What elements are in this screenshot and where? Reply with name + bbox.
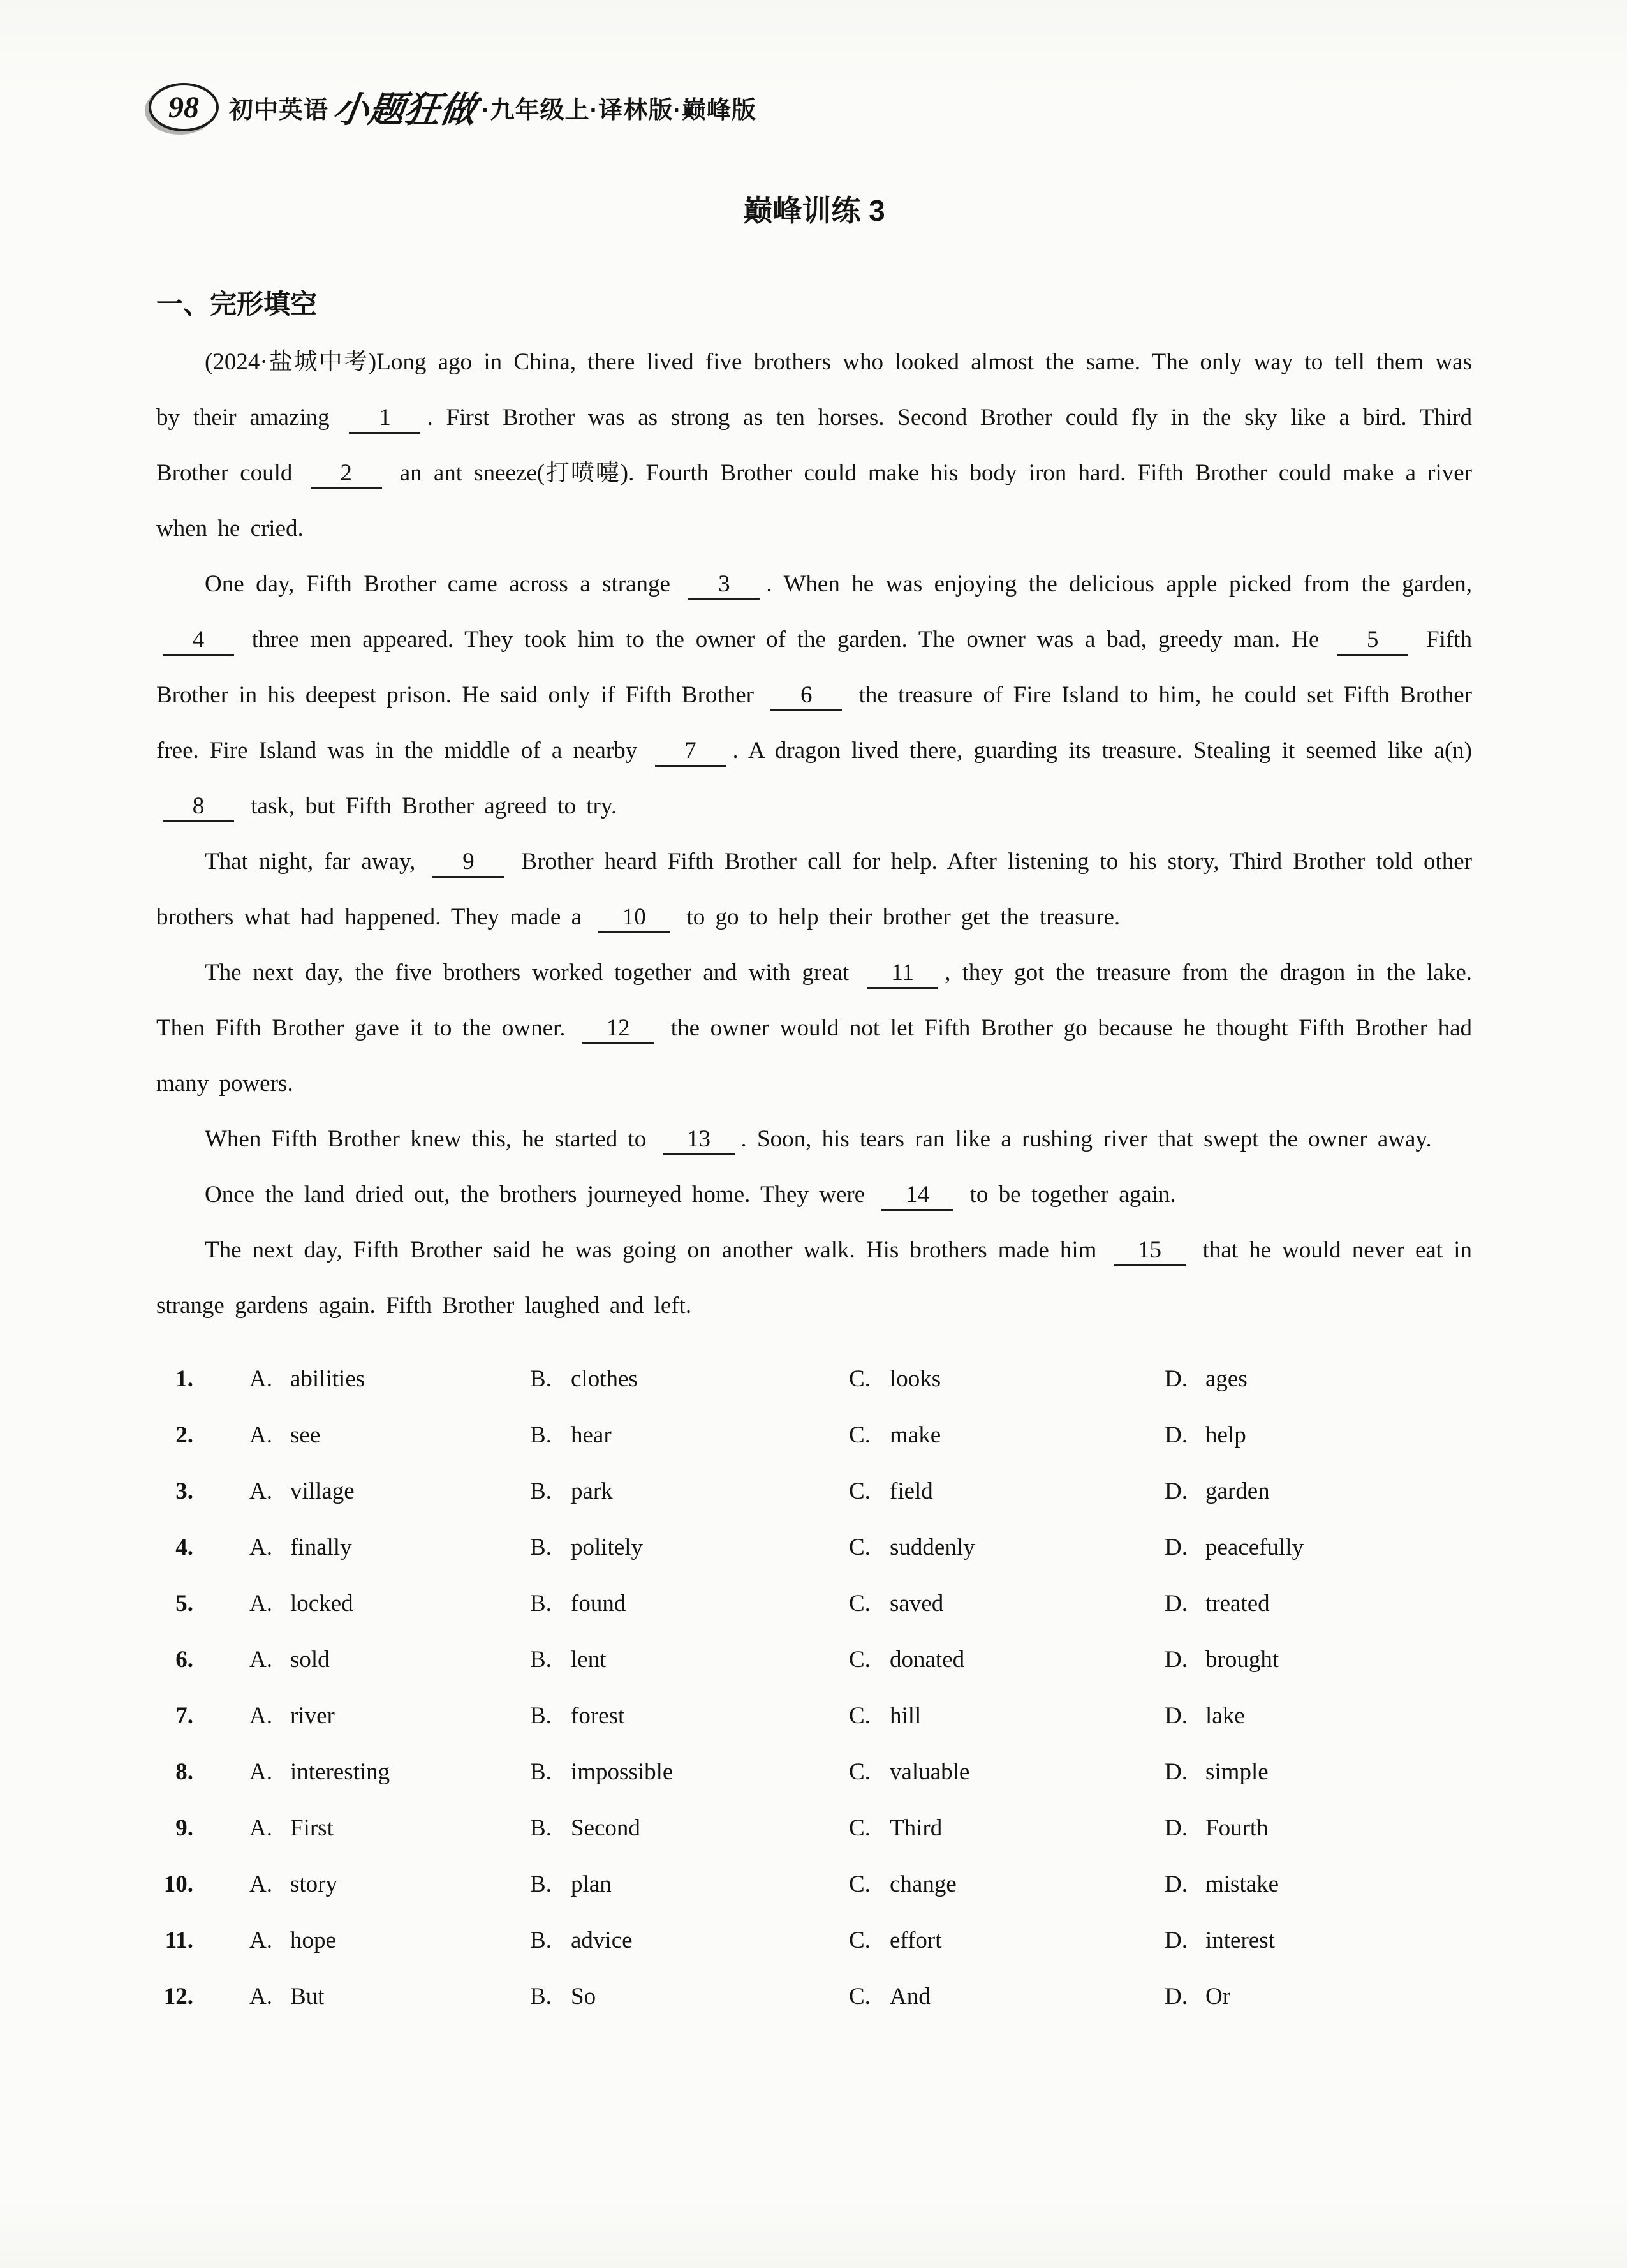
option-row-1 [156,1351,1472,1407]
option-letter: D. [1165,1534,1188,1560]
passage-paragraph [156,945,1472,1111]
option-text: interest [1205,1927,1275,1953]
option-letter: B. [530,1590,552,1617]
passage-text: (2024·盐城中考)Long ago in China, there lived five brothers who looked almost the same. The only way to tell them was by their amazing [156,349,1472,431]
option-letter: B. [530,1478,552,1504]
option-9-B[interactable] [530,1800,849,1857]
option-letter: D. [1165,1815,1188,1841]
option-letter: B. [530,1422,552,1448]
passage-paragraph [156,1222,1472,1333]
passage-text: Fifth Brother in his deepest prison. He said only if Fifth Brother [156,626,1472,708]
option-text: Third [890,1815,943,1841]
option-5-C[interactable] [849,1576,1165,1632]
option-3-D[interactable] [1165,1464,1472,1520]
option-number: 12. [163,1983,193,2010]
option-letter: C. [849,1759,871,1785]
option-text: field [890,1478,933,1504]
cloze-blank-12[interactable]: 12 [582,1015,654,1044]
option-number: 1. [175,1366,193,1392]
option-number: 4. [175,1534,193,1560]
passage-text: . First Brother was as strong as ten horses. Second Brother could fly in the sky like a bird. Third Brother could [156,404,1472,486]
option-1-A[interactable] [249,1351,530,1407]
option-letter: B. [530,1647,552,1673]
option-letter: C. [849,1422,871,1448]
option-text: lake [1205,1703,1245,1729]
passage-text: to be together again. [959,1182,1176,1208]
passage-text: Once the land dried out, the brothers journeyed home. They were [205,1182,876,1208]
option-letter: D. [1165,1983,1188,2010]
option-text: valuable [890,1759,970,1785]
option-text: Fourth [1205,1815,1269,1841]
option-text: saved [890,1590,944,1617]
option-text: make [890,1422,941,1448]
option-letter: A. [249,1983,272,2010]
option-9-D[interactable] [1165,1800,1472,1857]
option-1-C[interactable] [849,1351,1165,1407]
option-5-D[interactable] [1165,1576,1472,1632]
passage [156,334,1472,1333]
cloze-blank-3[interactable]: 3 [688,571,760,600]
option-letter: C. [849,1478,871,1504]
passage-text: task, but Fifth Brother agreed to try. [240,793,617,819]
option-11-A[interactable] [249,1913,530,1969]
option-text: advice [571,1927,633,1953]
option-4-D[interactable] [1165,1520,1472,1576]
option-text: change [890,1871,957,1897]
options-list [156,1351,1472,2025]
series-title-suffix: ·九年级上·译林版·巅峰版 [482,96,756,124]
option-text: plan [571,1871,612,1897]
option-letter: D. [1165,1871,1188,1897]
option-text: So [571,1983,596,2010]
passage-text: to go to help their brother get the treasure. [676,904,1121,930]
option-letter: B. [530,1366,552,1392]
option-row-5 [156,1576,1472,1632]
option-text: abilities [290,1366,365,1392]
option-4-A[interactable] [249,1520,530,1576]
option-12-B[interactable] [530,1969,849,2025]
option-letter: A. [249,1647,272,1673]
option-text: peacefully [1205,1534,1304,1560]
option-number: 11. [165,1927,193,1953]
series-title-prefix: 初中英语 [229,96,329,124]
passage-text: That night, far away, [205,849,427,875]
option-text: But [290,1983,325,2010]
option-letter: A. [249,1422,272,1448]
option-letter: A. [249,1871,272,1897]
option-text: simple [1205,1759,1269,1785]
option-8-C[interactable] [849,1744,1165,1800]
option-11-C[interactable] [849,1913,1165,1969]
option-6-A[interactable] [249,1632,530,1688]
cloze-blank-7[interactable]: 7 [655,737,726,767]
option-5-B[interactable] [530,1576,849,1632]
option-text: park [571,1478,613,1504]
option-text: effort [890,1927,942,1953]
option-letter: A. [249,1815,272,1841]
passage-text: The next day, Fifth Brother said he was going on another walk. His brothers made him [205,1237,1108,1263]
option-1-D[interactable] [1165,1351,1472,1407]
cloze-blank-14[interactable]: 14 [881,1182,953,1211]
option-row-10 [156,1857,1472,1913]
option-text: donated [890,1647,965,1673]
option-text: story [290,1871,337,1897]
option-number: 6. [175,1647,193,1673]
passage-text: . A dragon lived there, guarding its treasure. Stealing it seemed like a(n) [732,737,1472,764]
option-5-A[interactable] [249,1576,530,1632]
option-text: hill [890,1703,922,1729]
option-text: river [290,1703,335,1729]
option-letter: C. [849,1871,871,1897]
option-text: village [290,1478,355,1504]
option-letter: D. [1165,1647,1188,1673]
option-9-C[interactable] [849,1800,1165,1857]
cloze-blank-15[interactable]: 15 [1114,1237,1186,1266]
cloze-blank-10[interactable]: 10 [598,904,670,933]
option-3-B[interactable] [530,1464,849,1520]
passage-text: The next day, the five brothers worked together and with great [205,960,861,986]
option-6-D[interactable] [1165,1632,1472,1688]
option-11-B[interactable] [530,1913,849,1969]
page-title: 巅峰训练 3 [743,194,885,227]
option-text: mistake [1205,1871,1279,1897]
option-letter: D. [1165,1703,1188,1729]
option-text: First [290,1815,334,1841]
option-letter: D. [1165,1422,1188,1448]
option-row-9 [156,1800,1472,1857]
passage-text: three men appeared. They took him to the owner of the garden. The owner was a bad, greedy man. He [240,626,1331,653]
page-number-badge: 98 [149,83,219,131]
cloze-blank-8[interactable]: 8 [163,793,234,822]
option-text: locked [290,1590,353,1617]
passage-text: Brother heard Fifth Brother call for help. After listening to his story, Third Brother told other brothers what had happened. They made a [156,849,1472,930]
option-8-D[interactable] [1165,1744,1472,1800]
series-logo: 小题狂做 [330,91,479,130]
option-letter: D. [1165,1478,1188,1504]
option-4-C[interactable] [849,1520,1165,1576]
option-number: 7. [175,1703,193,1729]
option-letter: A. [249,1366,272,1392]
option-row-7 [156,1688,1472,1744]
option-letter: A. [249,1534,272,1560]
option-text: help [1205,1422,1246,1448]
option-letter: C. [849,1590,871,1617]
option-text: garden [1205,1478,1270,1504]
option-text: politely [571,1534,644,1560]
option-letter: B. [530,1759,552,1785]
option-number: 2. [175,1422,193,1448]
option-text: clothes [571,1366,638,1392]
option-1-B[interactable] [530,1351,849,1407]
option-letter: A. [249,1478,272,1504]
passage-paragraph [156,556,1472,834]
cloze-blank-13[interactable]: 13 [663,1126,735,1155]
option-2-C[interactable] [849,1407,1165,1464]
option-letter: B. [530,1534,552,1560]
passage-text: the treasure of Fire Island to him, he could set Fifth Brother free. Fire Island was in the middle of a nearby [156,682,1472,764]
cloze-blank-2[interactable]: 2 [311,460,382,489]
option-letter: A. [249,1703,272,1729]
option-row-12 [156,1969,1472,2025]
passage-text: . When he was enjoying the delicious apple picked from the garden, [766,571,1473,597]
option-8-B[interactable] [530,1744,849,1800]
option-letter: C. [849,1815,871,1841]
passage-paragraph [156,834,1472,945]
option-letter: C. [849,1983,871,2010]
cloze-blank-9[interactable]: 9 [432,849,504,878]
page-header [149,0,1472,133]
option-letter: C. [849,1927,871,1953]
option-2-D[interactable] [1165,1407,1472,1464]
option-number: 9. [175,1815,193,1841]
option-letter: B. [530,1927,552,1953]
option-text: finally [290,1534,352,1560]
option-text: hear [571,1422,612,1448]
passage-paragraph [156,1167,1472,1222]
option-text: ages [1205,1366,1248,1392]
option-3-A[interactable] [249,1464,530,1520]
option-row-8 [156,1744,1472,1800]
option-letter: C. [849,1703,871,1729]
option-number: 8. [175,1759,193,1785]
option-12-C[interactable] [849,1969,1165,2025]
option-number: 5. [175,1590,193,1617]
option-letter: B. [530,1983,552,2010]
option-letter: B. [530,1871,552,1897]
option-text: impossible [571,1759,674,1785]
option-letter: D. [1165,1927,1188,1953]
option-letter: C. [849,1534,871,1560]
passage-text: When Fifth Brother knew this, he started to [205,1126,657,1152]
option-letter: B. [530,1815,552,1841]
option-letter: A. [249,1759,272,1785]
passage-text: One day, Fifth Brother came across a strange [205,571,682,597]
passage-text: , they got the treasure from the dragon in the lake. Then Fifth Brother gave it to the owner. [156,960,1472,1041]
option-10-A[interactable] [249,1857,530,1913]
cloze-blank-5[interactable]: 5 [1337,626,1408,656]
passage-text: that he would never eat in strange gardens again. Fifth Brother laughed and left. [156,1237,1472,1319]
option-letter: A. [249,1927,272,1953]
option-12-A[interactable] [249,1969,530,2025]
option-text: forest [571,1703,625,1729]
option-text: Or [1205,1983,1231,2010]
option-text: brought [1205,1647,1279,1673]
cloze-blank-4[interactable]: 4 [163,626,234,656]
option-text: hope [290,1927,336,1953]
option-6-C[interactable] [849,1632,1165,1688]
option-2-B[interactable] [530,1407,849,1464]
option-text: looks [890,1366,941,1392]
cloze-blank-11[interactable]: 11 [867,960,938,989]
option-10-B[interactable] [530,1857,849,1913]
passage-text: . Soon, his tears ran like a rushing river that swept the owner away. [740,1126,1432,1152]
option-text: see [290,1422,321,1448]
option-row-3 [156,1464,1472,1520]
option-10-D[interactable] [1165,1857,1472,1913]
section-heading: 一、完形填空 [156,289,318,319]
option-letter: B. [530,1703,552,1729]
passage-text: an ant sneeze(打喷嚏). Fourth Brother could make his body iron hard. Fifth Brother could make a river when he cried. [156,460,1472,542]
option-text: Second [571,1815,640,1841]
option-letter: A. [249,1590,272,1617]
option-text: suddenly [890,1534,975,1560]
option-text: interesting [290,1759,390,1785]
option-7-D[interactable] [1165,1688,1472,1744]
page-content [156,0,1472,2025]
passage-paragraph [156,334,1472,556]
option-12-D[interactable] [1165,1969,1472,2025]
cloze-blank-6[interactable]: 6 [770,682,842,711]
option-text: And [890,1983,931,2010]
option-letter: D. [1165,1759,1188,1785]
option-letter: C. [849,1366,871,1392]
option-7-B[interactable] [530,1688,849,1744]
option-10-C[interactable] [849,1857,1165,1913]
option-row-2 [156,1407,1472,1464]
option-letter: D. [1165,1366,1188,1392]
option-text: sold [290,1647,330,1673]
option-number: 3. [175,1478,193,1504]
option-3-C[interactable] [849,1464,1165,1520]
option-7-C[interactable] [849,1688,1165,1744]
option-text: lent [571,1647,607,1673]
option-row-4 [156,1520,1472,1576]
option-row-6 [156,1632,1472,1688]
option-text: found [571,1590,626,1617]
option-8-A[interactable] [249,1744,530,1800]
option-7-A[interactable] [249,1688,530,1744]
option-9-A[interactable] [249,1800,530,1857]
option-letter: D. [1165,1590,1188,1617]
option-2-A[interactable] [249,1407,530,1464]
option-6-B[interactable] [530,1632,849,1688]
option-number: 10. [163,1871,193,1897]
option-row-11 [156,1913,1472,1969]
option-letter: C. [849,1647,871,1673]
passage-text: the owner would not let Fifth Brother go because he thought Fifth Brother had many powers. [156,1015,1472,1097]
cloze-blank-1[interactable]: 1 [349,404,420,434]
option-11-D[interactable] [1165,1913,1472,1969]
passage-paragraph [156,1111,1472,1167]
option-4-B[interactable] [530,1520,849,1576]
option-text: treated [1205,1590,1270,1617]
